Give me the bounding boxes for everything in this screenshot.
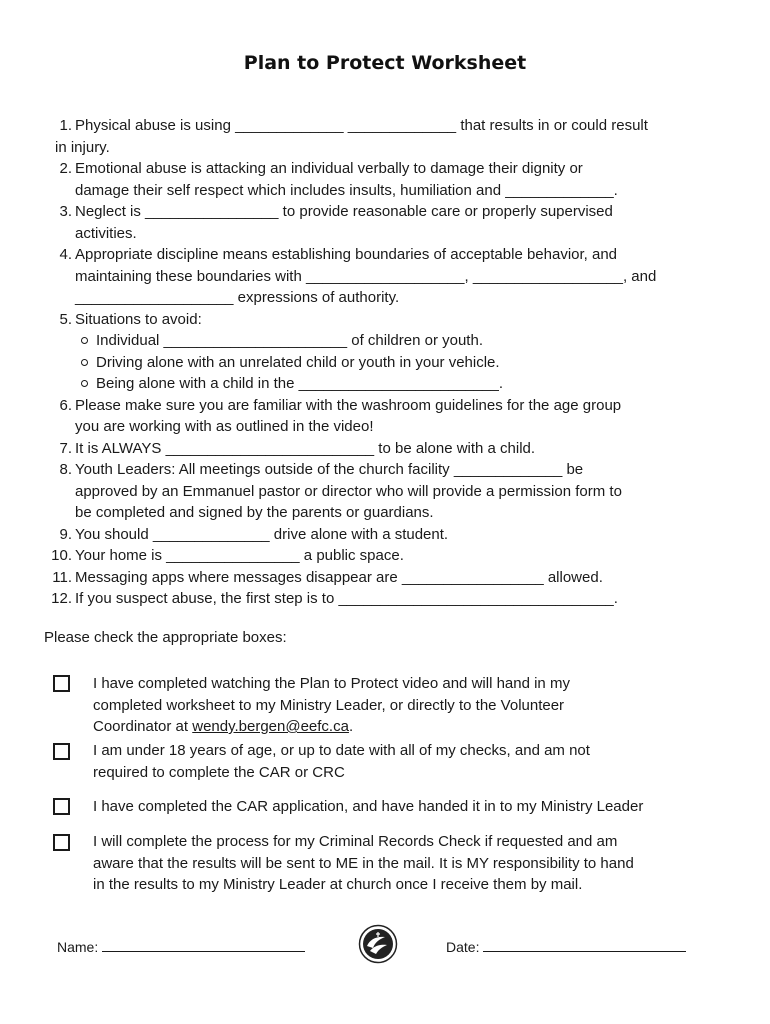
question-text: If you suspect abuse, the first step is to _________________________________. [75, 590, 618, 607]
question-text: It is ALWAYS _________________________ to be alone with a child. [75, 439, 536, 457]
instructions-text: Please check the appropriate boxes: [44, 629, 287, 646]
checkbox[interactable] [53, 675, 70, 692]
checkbox[interactable] [53, 798, 70, 815]
question-8 [44, 459, 734, 524]
question-text: Situations to avoid: [75, 310, 202, 328]
question-text: Messaging apps where messages disappear are _________________ allowed. [75, 568, 603, 586]
checkbox-label-line: in the results to my Ministry Leader at church once I receive them by mail. [93, 876, 583, 893]
question-text: maintaining these boundaries with ___________________, __________________, and [75, 267, 657, 285]
question-text: Youth Leaders: All meetings outside of the church facility _____________ be [75, 461, 584, 478]
question-number: 7. [59, 439, 72, 457]
question-6 [44, 395, 734, 438]
question-12 [44, 588, 734, 610]
name-input-line[interactable] [102, 937, 305, 952]
question-text: be completed and signed by the parents or guardians. [75, 504, 434, 521]
question-4 [44, 244, 734, 309]
label-text: Coordinator at [93, 718, 193, 735]
date-field[interactable] [446, 937, 686, 955]
question-text: Appropriate discipline means establishing boundaries of acceptable behavior, and [75, 246, 618, 263]
page-title: Plan to Protect Worksheet [243, 52, 527, 74]
checkbox-label [93, 673, 743, 738]
question-text: Neglect is ________________ to provide reasonable care or properly supervised [75, 203, 613, 220]
question-1 [44, 115, 734, 158]
checkbox-label-line [93, 716, 743, 738]
list-item: Being alone with a child in the ________________________. [96, 373, 734, 395]
question-text: ___________________ expressions of authority. [75, 289, 400, 306]
question-text: approved by an Emmanuel pastor or director who will provide a permission form to [75, 482, 622, 500]
question-text: Emotional abuse is attacking an individual verbally to damage their dignity or [75, 160, 583, 177]
question-number: 10. [51, 547, 72, 564]
list-item: Driving alone with an unrelated child or youth in your vehicle. [96, 352, 734, 374]
checkbox-label [93, 796, 743, 818]
question-list [44, 115, 734, 610]
question-number: 5. [59, 310, 72, 328]
name-field[interactable] [57, 937, 305, 955]
question-text: Your home is ________________ a public space. [75, 547, 404, 564]
label-text: . [348, 718, 354, 735]
checkbox-label-line: I will complete the process for my Criminal Records Check if requested and am [93, 833, 618, 850]
question-text: Physical abuse is using _____________ _____________ that results in or could result [75, 117, 648, 134]
question-text: you are working with as outlined in the video! [75, 418, 374, 435]
question-10 [44, 545, 734, 567]
question-7 [44, 438, 734, 460]
question-3 [44, 201, 734, 244]
question-text: You should ______________ drive alone with a student. [75, 525, 449, 543]
checkbox-label-line: I have completed watching the Plan to Protect video and will hand in my [93, 675, 570, 692]
question-number: 4. [59, 246, 72, 263]
question-number: 1. [59, 117, 72, 134]
situations-list [44, 330, 734, 395]
question-number: 2. [59, 160, 72, 177]
question-11 [44, 567, 734, 589]
question-number: 3. [59, 203, 72, 220]
name-label: Name: [57, 939, 99, 955]
question-2 [44, 158, 734, 201]
question-text: in injury. [55, 138, 110, 156]
question-text: damage their self respect which includes insults, humiliation and _____________. [75, 181, 618, 199]
church-logo-icon [358, 924, 398, 964]
email-link[interactable]: wendy.bergen@eefc.ca [192, 718, 349, 735]
list-item: Individual ______________________ of children or youth. [96, 330, 734, 352]
checkbox[interactable] [53, 834, 70, 851]
checkbox-label [93, 831, 743, 896]
question-number: 6. [59, 396, 72, 414]
question-5 [44, 309, 734, 331]
question-text: activities. [75, 224, 137, 242]
checkbox[interactable] [53, 743, 70, 760]
date-label: Date: [446, 939, 480, 955]
checkbox-label [93, 740, 743, 783]
question-number: 11. [52, 568, 72, 586]
question-number: 9. [59, 525, 72, 543]
date-input-line[interactable] [483, 937, 686, 952]
checkbox-label-line: I am under 18 years of age, or up to date with all of my checks, and am not [93, 742, 590, 759]
question-text: Please make sure you are familiar with the washroom guidelines for the age group [75, 396, 622, 414]
question-number: 12. [51, 590, 72, 607]
checkbox-label-line: I have completed the CAR application, and have handed it in to my Ministry Leader [93, 798, 644, 815]
question-9 [44, 524, 734, 546]
checkbox-label-line: completed worksheet to my Ministry Leader, or directly to the Volunteer [93, 696, 565, 714]
checkbox-label-line: aware that the results will be sent to ME in the mail. It is MY responsibility to hand [93, 854, 634, 872]
checkbox-label-line: required to complete the CAR or CRC [93, 763, 345, 781]
question-number: 8. [59, 461, 72, 478]
